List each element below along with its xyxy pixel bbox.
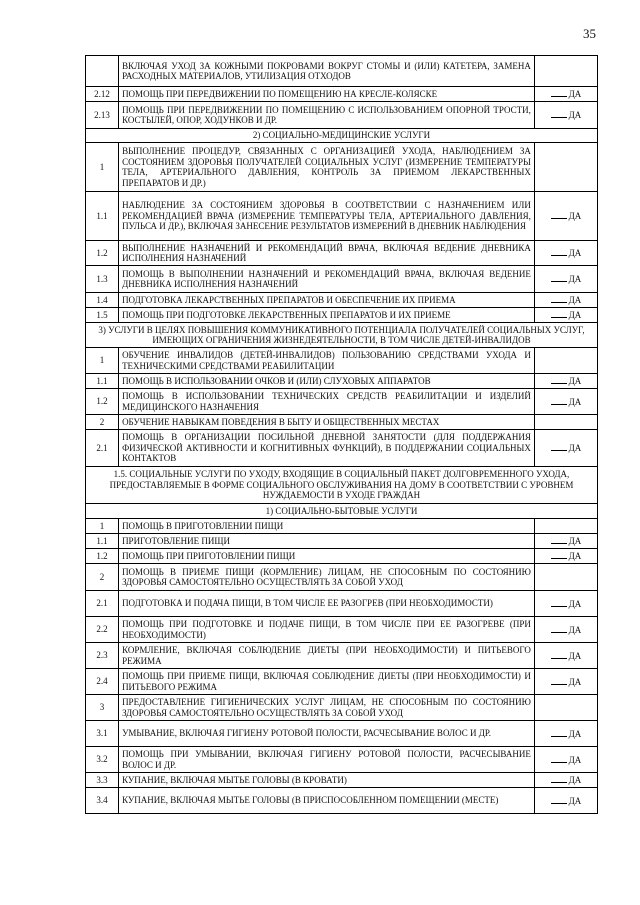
service-description: ПОМОЩЬ В ВЫПОЛНЕНИИ НАЗНАЧЕНИЙ И РЕКОМЕНДАЦИЙ ВРАЧА, ВКЛЮЧАЯ ВЕДЕНИЕ ДНЕВНИКА ИСПОЛНЕНИЯ НАЗНАЧЕНИЙ — [119, 266, 535, 293]
service-description: ПРИГОТОВЛЕНИЕ ПИЩИ — [119, 534, 535, 549]
answer-cell — [534, 773, 597, 788]
service-description: ПОДГОТОВКА И ПОДАЧА ПИЩИ, В ТОМ ЧИСЛЕ ЕЕ РАЗОГРЕВ (ПРИ НЕОБХОДИМОСТИ) — [119, 591, 535, 617]
item-number: 2 — [86, 564, 119, 591]
answer-cell — [534, 695, 597, 721]
item-number: 2.4 — [86, 669, 119, 695]
answer-value: ДА — [568, 376, 582, 387]
item-number: 2.13 — [86, 102, 119, 129]
answer-cell — [534, 643, 597, 669]
service-description: ПОМОЩЬ ПРИ ПОДГОТОВКЕ ЛЕКАРСТВЕННЫХ ПРЕПАРАТОВ И ИХ ПРИЕМЕ — [119, 308, 535, 323]
answer-value: ДА — [568, 650, 582, 661]
answer-cell — [534, 102, 597, 129]
table-row — [86, 102, 598, 129]
section-title: 3) УСЛУГИ В ЦЕЛЯХ ПОВЫШЕНИЯ КОММУНИКАТИВНОГО ПОТЕНЦИАЛА ПОЛУЧАТЕЛЕЙ СОЦИАЛЬНЫХ УСЛУГ, ИМЕЮЩИХ ОГРАНИЧЕНИЯ ЖИЗНЕДЕЯТЕЛЬНОСТИ, В ТОМ ЧИСЛЕ ДЕТЕЙ-ИНВАЛИДОВ — [86, 323, 598, 348]
item-number: 1.3 — [86, 266, 119, 293]
answer-value: ДА — [568, 248, 582, 259]
service-description: ПОМОЩЬ ПРИ ПЕРЕДВИЖЕНИИ ПО ПОМЕЩЕНИЮ НА КРЕСЛЕ-КОЛЯСКЕ — [119, 87, 535, 102]
service-description: ОБУЧЕНИЕ НАВЫКАМ ПОВЕДЕНИЯ В БЫТУ И ОБЩЕСТВЕННЫХ МЕСТАХ — [119, 415, 535, 430]
answer-value: ДА — [568, 728, 582, 739]
table-row — [86, 643, 598, 669]
answer-value: ДА — [568, 624, 582, 635]
answer-cell — [534, 56, 597, 87]
table-row — [86, 143, 598, 192]
answer-blank-line — [551, 396, 567, 405]
item-number: 1 — [86, 519, 119, 534]
answer-cell — [534, 293, 597, 308]
answer-value: ДА — [568, 443, 582, 454]
table-row — [86, 591, 598, 617]
answer-cell — [534, 266, 597, 293]
answer-blank-line — [551, 273, 567, 282]
service-description: ПОДГОТОВКА ЛЕКАРСТВЕННЫХ ПРЕПАРАТОВ И ОБЕСПЕЧЕНИЕ ИХ ПРИЕМА — [119, 293, 535, 308]
answer-cell — [534, 591, 597, 617]
service-description: ПРЕДОСТАВЛЕНИЕ ГИГИЕНИЧЕСКИХ УСЛУГ ЛИЦАМ, НЕ СПОСОБНЫМ ПО СОСТОЯНИЮ ЗДОРОВЬЯ САМОСТОЯТЕЛЬНО ОСУЩЕСТВЛЯТЬ ЗА СОБОЙ УХОД — [119, 695, 535, 721]
service-description: ПОМОЩЬ В ИСПОЛЬЗОВАНИИ ТЕХНИЧЕСКИХ СРЕДСТВ РЕАБИЛИТАЦИИ И ИЗДЕЛИЙ МЕДИЦИНСКОГО НАЗНАЧЕНИЯ — [119, 389, 535, 415]
section-header-row — [86, 467, 598, 504]
answer-blank-line — [551, 550, 567, 559]
service-description: УМЫВАНИЕ, ВКЛЮЧАЯ ГИГИЕНУ РОТОВОЙ ПОЛОСТИ, РАСЧЕСЫВАНИЕ ВОЛОС И ДР. — [119, 721, 535, 747]
service-description: ПОМОЩЬ В ПРИГОТОВЛЕНИИ ПИЩИ — [119, 519, 535, 534]
table-row — [86, 241, 598, 266]
table-row — [86, 695, 598, 721]
service-description: ПОМОЩЬ ПРИ ПОДГОТОВКЕ И ПОДАЧЕ ПИЩИ, В ТОМ ЧИСЛЕ ПРИ ЕЕ РАЗОГРЕВЕ (ПРИ НЕОБХОДИМОСТИ) — [119, 617, 535, 643]
service-description: ВЫПОЛНЕНИЕ ПРОЦЕДУР, СВЯЗАННЫХ С ОРГАНИЗАЦИЕЙ УХОДА, НАБЛЮДЕНИЕМ ЗА СОСТОЯНИЕМ ЗДОРОВЬЯ ПОЛУЧАТЕЛЕЙ СОЦИАЛЬНЫХ УСЛУГ (ИЗМЕРЕНИЕ ТЕМПЕРАТУРЫ ТЕЛА, АРТЕРИАЛЬНОГО ДАВЛЕНИЯ, КОНТРОЛЬ ЗА ПРИЕМОМ ЛЕКАРСТВЕННЫХ ПРЕПАРАТОВ И ДР.) — [119, 143, 535, 192]
answer-cell — [534, 348, 597, 374]
item-number: 1.1 — [86, 374, 119, 389]
item-number — [86, 56, 119, 87]
table-row — [86, 564, 598, 591]
table-row — [86, 549, 598, 564]
section-title: 1.5. СОЦИАЛЬНЫЕ УСЛУГИ ПО УХОДУ, ВХОДЯЩИЕ В СОЦИАЛЬНЫЙ ПАКЕТ ДОЛГОВРЕМЕННОГО УХОДА, ПРЕДОСТАВЛЯЕМЫЕ В ФОРМЕ СОЦИАЛЬНОГО ОБСЛУЖИВАНИЯ НА ДОМУ В СООТВЕТСТВИИ С УРОВНЕМ НУЖДАЕМОСТИ В УХОДЕ ГРАЖДАН — [86, 467, 598, 504]
section-header-row — [86, 504, 598, 519]
item-number: 2.3 — [86, 643, 119, 669]
answer-blank-line — [551, 598, 567, 607]
answer-cell — [534, 374, 597, 389]
answer-cell — [534, 721, 597, 747]
service-description: ПОМОЩЬ В ОРГАНИЗАЦИИ ПОСИЛЬНОЙ ДНЕВНОЙ ЗАНЯТОСТИ (ДЛЯ ПОДДЕРЖАНИЯ ФИЗИЧЕСКОЙ АКТИВНОСТИ И КОГНИТИВНЫХ ФУНКЦИЙ), В ПОДДЕРЖАНИИ СОЦИАЛЬНЫХ КОНТАКТОВ — [119, 430, 535, 467]
service-description: ПОМОЩЬ В ИСПОЛЬЗОВАНИИ ОЧКОВ И (ИЛИ) СЛУХОВЫХ АППАРАТОВ — [119, 374, 535, 389]
answer-cell — [534, 389, 597, 415]
answer-blank-line — [551, 88, 567, 97]
service-description: ПОМОЩЬ ПРИ ПРИГОТОВЛЕНИИ ПИЩИ — [119, 549, 535, 564]
service-description: ПОМОЩЬ В ПРИЕМЕ ПИЩИ (КОРМЛЕНИЕ) ЛИЦАМ, НЕ СПОСОБНЫМ ПО СОСТОЯНИЮ ЗДОРОВЬЯ САМОСТОЯТЕЛЬНО ОСУЩЕСТВЛЯТЬ ЗА СОБОЙ УХОД — [119, 564, 535, 591]
answer-blank-line — [551, 754, 567, 763]
section-header-row — [86, 129, 598, 143]
answer-value: ДА — [568, 211, 582, 222]
item-number: 1.1 — [86, 534, 119, 549]
answer-cell — [534, 788, 597, 814]
item-number: 1.1 — [86, 192, 119, 241]
service-description: КОРМЛЕНИЕ, ВКЛЮЧАЯ СОБЛЮДЕНИЕ ДИЕТЫ (ПРИ НЕОБХОДИМОСТИ) И ПИТЬЕВОГО РЕЖИМА — [119, 643, 535, 669]
answer-cell — [534, 534, 597, 549]
table-row — [86, 374, 598, 389]
service-description: ПОМОЩЬ ПРИ ПЕРЕДВИЖЕНИИ ПО ПОМЕЩЕНИЮ С ИСПОЛЬЗОВАНИЕМ ОПОРНОЙ ТРОСТИ, КОСТЫЛЕЙ, ОПОР, ХОДУНКОВ И ДР. — [119, 102, 535, 129]
item-number: 3.3 — [86, 773, 119, 788]
answer-value: ДА — [568, 110, 582, 121]
table-row — [86, 519, 598, 534]
answer-blank-line — [551, 294, 567, 303]
answer-cell — [534, 747, 597, 773]
table-row — [86, 747, 598, 773]
table-row — [86, 773, 598, 788]
services-table — [85, 55, 598, 814]
answer-value: ДА — [568, 274, 582, 285]
table-row — [86, 293, 598, 308]
answer-cell — [534, 430, 597, 467]
answer-cell — [534, 519, 597, 534]
item-number: 1.2 — [86, 549, 119, 564]
table-row — [86, 721, 598, 747]
table-row — [86, 669, 598, 695]
answer-blank-line — [551, 624, 567, 633]
service-description: КУПАНИЕ, ВКЛЮЧАЯ МЫТЬЕ ГОЛОВЫ (В ПРИСПОСОБЛЕННОМ ПОМЕЩЕНИИ (МЕСТЕ) — [119, 788, 535, 814]
service-description: ВЫПОЛНЕНИЕ НАЗНАЧЕНИЙ И РЕКОМЕНДАЦИЙ ВРАЧА, ВКЛЮЧАЯ ВЕДЕНИЕ ДНЕВНИКА ИСПОЛНЕНИЯ НАЗНАЧЕНИЙ — [119, 241, 535, 266]
item-number: 1.4 — [86, 293, 119, 308]
item-number: 2.2 — [86, 617, 119, 643]
table-row — [86, 87, 598, 102]
answer-value: ДА — [568, 396, 582, 407]
answer-cell — [534, 617, 597, 643]
answer-blank-line — [551, 210, 567, 219]
table-row — [86, 266, 598, 293]
item-number: 3.2 — [86, 747, 119, 773]
table-row — [86, 617, 598, 643]
answer-cell — [534, 669, 597, 695]
table-row — [86, 192, 598, 241]
answer-cell — [534, 549, 597, 564]
answer-blank-line — [551, 650, 567, 659]
answer-value: ДА — [568, 676, 582, 687]
table-row — [86, 348, 598, 374]
answer-cell — [534, 415, 597, 430]
item-number: 2.12 — [86, 87, 119, 102]
table-row — [86, 788, 598, 814]
table-row — [86, 415, 598, 430]
section-title: 2) СОЦИАЛЬНО-МЕДИЦИНСКИЕ УСЛУГИ — [86, 129, 598, 143]
answer-blank-line — [551, 442, 567, 451]
answer-value: ДА — [568, 754, 582, 765]
answer-blank-line — [551, 247, 567, 256]
answer-blank-line — [551, 375, 567, 384]
item-number: 1.2 — [86, 389, 119, 415]
item-number: 2.1 — [86, 430, 119, 467]
item-number: 3.4 — [86, 788, 119, 814]
section-header-row — [86, 323, 598, 348]
answer-value: ДА — [568, 775, 582, 786]
answer-cell — [534, 192, 597, 241]
page-number: 35 — [583, 26, 596, 41]
answer-cell — [534, 87, 597, 102]
item-number: 1.2 — [86, 241, 119, 266]
service-description: ОБУЧЕНИЕ ИНВАЛИДОВ (ДЕТЕЙ-ИНВАЛИДОВ) ПОЛЬЗОВАНИЮ СРЕДСТВАМИ УХОДА И ТЕХНИЧЕСКИМИ СРЕДСТВАМИ РЕАБИЛИТАЦИИ — [119, 348, 535, 374]
item-number: 3 — [86, 695, 119, 721]
service-description: ПОМОЩЬ ПРИ ПРИЕМЕ ПИЩИ, ВКЛЮЧАЯ СОБЛЮДЕНИЕ ДИЕТЫ (ПРИ НЕОБХОДИМОСТИ) И ПИТЬЕВОГО РЕЖИМА — [119, 669, 535, 695]
answer-blank-line — [551, 676, 567, 685]
answer-value: ДА — [568, 295, 582, 306]
answer-cell — [534, 241, 597, 266]
table-row — [86, 430, 598, 467]
item-number: 1 — [86, 348, 119, 374]
answer-value: ДА — [568, 795, 582, 806]
service-description: ВКЛЮЧАЯ УХОД ЗА КОЖНЫМИ ПОКРОВАМИ ВОКРУГ СТОМЫ И (ИЛИ) КАТЕТЕРА, ЗАМЕНА РАСХОДНЫХ МАТЕРИАЛОВ, УТИЛИЗАЦИЯ ОТХОДОВ — [119, 56, 535, 87]
item-number: 2.1 — [86, 591, 119, 617]
item-number: 1.5 — [86, 308, 119, 323]
answer-value: ДА — [568, 551, 582, 562]
table-row — [86, 56, 598, 87]
answer-value: ДА — [568, 310, 582, 321]
service-description: ПОМОЩЬ ПРИ УМЫВАНИИ, ВКЛЮЧАЯ ГИГИЕНУ РОТОВОЙ ПОЛОСТИ, РАСЧЕСЫВАНИЕ ВОЛОС И ДР. — [119, 747, 535, 773]
table-row — [86, 308, 598, 323]
item-number: 1 — [86, 143, 119, 192]
section-title: 1) СОЦИАЛЬНО-БЫТОВЫЕ УСЛУГИ — [86, 504, 598, 519]
answer-blank-line — [551, 728, 567, 737]
answer-blank-line — [551, 309, 567, 318]
table-row — [86, 534, 598, 549]
answer-cell — [534, 564, 597, 591]
service-description: НАБЛЮДЕНИЕ ЗА СОСТОЯНИЕМ ЗДОРОВЬЯ В СООТВЕТСТВИИ С НАЗНАЧЕНИЕМ ИЛИ РЕКОМЕНДАЦИЕЙ ВРАЧА (ИЗМЕРЕНИЕ ТЕМПЕРАТУРЫ ТЕЛА, АРТЕРИАЛЬНОГО ДАВЛЕНИЯ, ПУЛЬСА И ДР.), ВКЛЮЧАЯ ЗАНЕСЕНИЕ РЕЗУЛЬТАТОВ ИЗМЕРЕНИЙ В ДНЕВНИК НАБЛЮДЕНИЯ — [119, 192, 535, 241]
item-number: 2 — [86, 415, 119, 430]
answer-value: ДА — [568, 89, 582, 100]
answer-value: ДА — [568, 536, 582, 547]
answer-blank-line — [551, 109, 567, 118]
answer-blank-line — [551, 535, 567, 544]
answer-cell — [534, 308, 597, 323]
item-number: 3.1 — [86, 721, 119, 747]
table-row — [86, 389, 598, 415]
answer-cell — [534, 143, 597, 192]
service-description: КУПАНИЕ, ВКЛЮЧАЯ МЫТЬЕ ГОЛОВЫ (В КРОВАТИ) — [119, 773, 535, 788]
answer-blank-line — [551, 795, 567, 804]
answer-blank-line — [551, 774, 567, 783]
services-table-body — [86, 56, 598, 814]
answer-value: ДА — [568, 598, 582, 609]
